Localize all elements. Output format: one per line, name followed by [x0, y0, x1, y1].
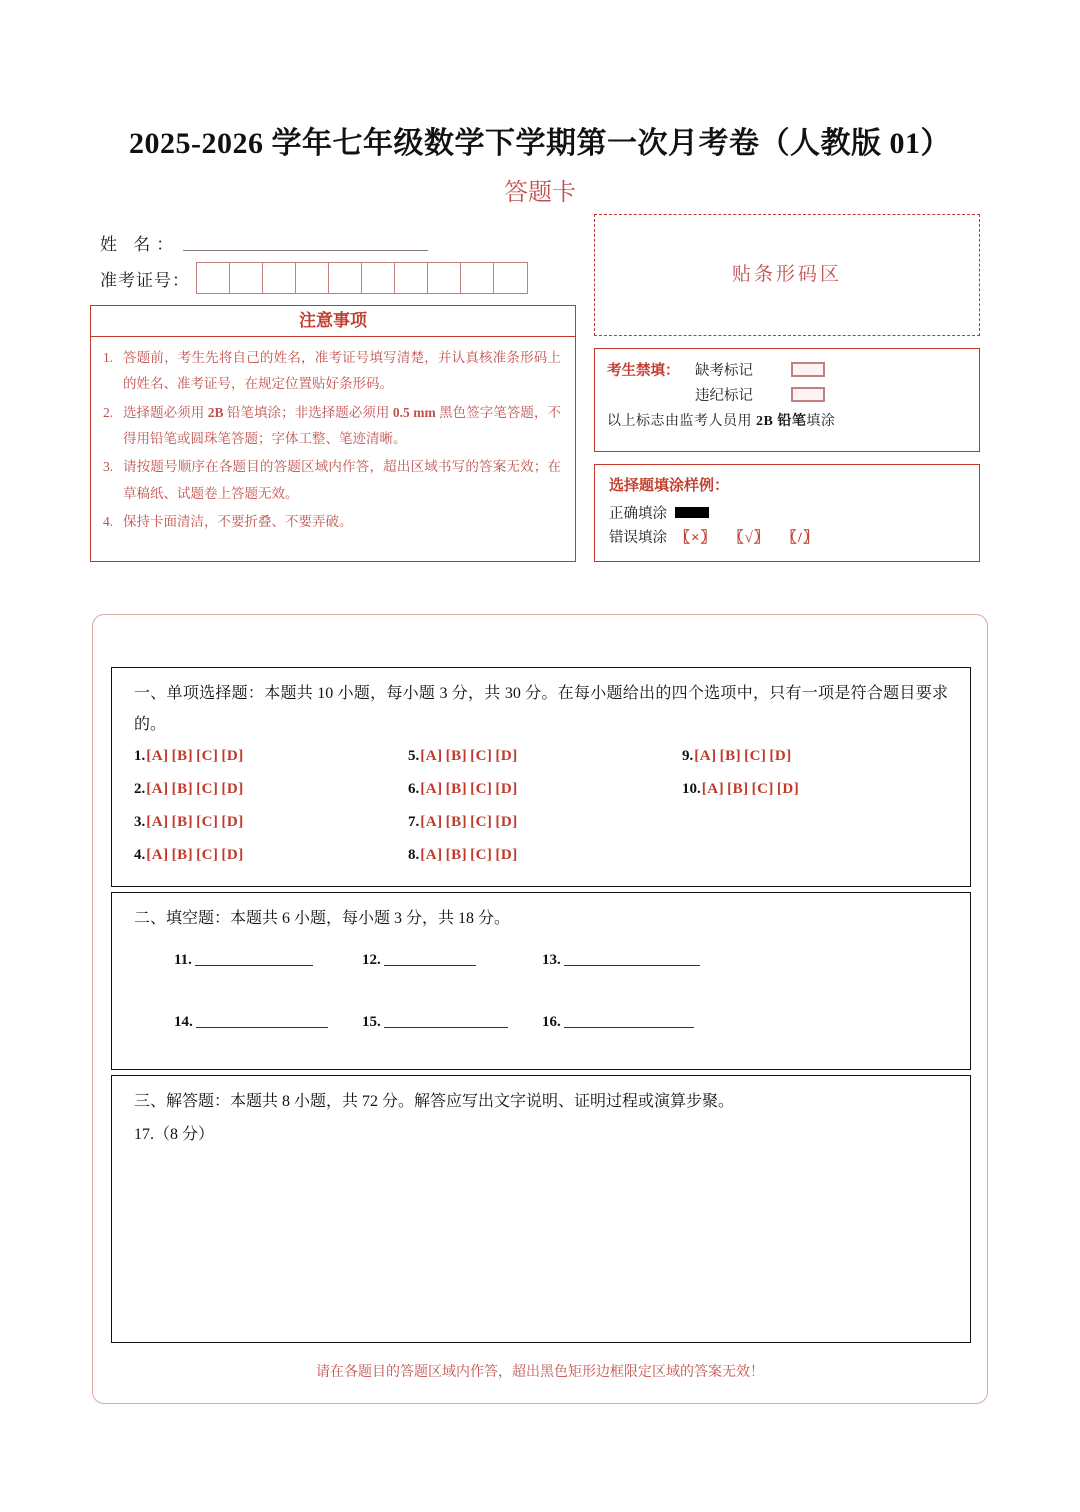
section-multiple-choice [111, 667, 971, 887]
choice-option-bubble[interactable]: [A] [420, 847, 443, 864]
choice-option-bubble[interactable]: [D] [495, 814, 518, 831]
blank-question-number: 13. [542, 952, 561, 969]
footer-warning: 请在各题目的答题区域内作答，超出黑色矩形边框限定区域的答案无效！ [316, 1365, 764, 1380]
notice-item-number: 2. [103, 404, 114, 420]
proctor-marks-title: 考生禁填： [607, 363, 680, 379]
choice-option-bubble[interactable]: [C] [196, 814, 219, 831]
choice-option-bubble[interactable]: [B] [171, 781, 194, 798]
choice-question-row[interactable] [134, 847, 247, 880]
choice-option-bubble[interactable]: [B] [445, 814, 468, 831]
choice-option-bubble[interactable]: [A] [146, 748, 169, 765]
exam-id-label: 准考证号： [100, 270, 190, 290]
choice-option-bubble[interactable]: [B] [445, 847, 468, 864]
solve-question-17: 17.（8 分） [134, 1126, 215, 1144]
choice-option-bubble[interactable]: [A] [420, 748, 443, 765]
choice-options[interactable] [146, 781, 246, 798]
choice-question-row[interactable] [682, 781, 802, 814]
exam-id-box[interactable] [263, 263, 296, 293]
choice-option-bubble[interactable]: [D] [495, 781, 518, 798]
blank-answer-line[interactable] [564, 1027, 694, 1029]
notice-item-number: 4. [103, 513, 114, 529]
choice-question-row[interactable] [408, 847, 521, 880]
choice-option-bubble[interactable]: [B] [719, 748, 742, 765]
choice-option-bubble[interactable]: [B] [171, 814, 194, 831]
choice-options[interactable] [420, 847, 520, 864]
choice-question-row[interactable] [408, 814, 521, 847]
wrong-fill-mark: 〖×〗 [675, 529, 717, 546]
barcode-label: 贴条形码区 [731, 264, 842, 285]
choice-option-bubble[interactable]: [D] [769, 748, 792, 765]
choice-options[interactable] [420, 814, 520, 831]
correct-fill-row [609, 500, 979, 524]
name-label: 姓 名： [100, 235, 180, 254]
notice-item [103, 454, 561, 507]
absent-mark-row [607, 357, 979, 382]
choice-option-bubble[interactable]: [B] [171, 847, 194, 864]
blank-answer-item[interactable] [174, 1014, 328, 1031]
blank-answer-item[interactable] [174, 952, 313, 969]
choice-question-number: 7. [408, 814, 420, 831]
choice-options[interactable] [420, 748, 520, 765]
choice-option-bubble[interactable]: [D] [221, 748, 244, 765]
choice-heading: 一、单项选择题：本题共 10 小题，每小题 3 分，共 30 分。在每小题给出的四个选项中，只有一项是符合题目要求的。 [134, 685, 948, 734]
exam-id-box[interactable] [395, 263, 428, 293]
barcode-area [594, 214, 980, 336]
wrong-fill-mark: 〖/〗 [781, 529, 819, 546]
choice-question-number: 8. [408, 847, 420, 864]
choice-option-bubble[interactable]: [A] [701, 781, 725, 798]
blank-question-number: 12. [362, 952, 381, 969]
choice-option-bubble[interactable]: [C] [470, 781, 493, 798]
blank-answer-item[interactable] [542, 1014, 694, 1031]
choice-column [134, 748, 247, 880]
blank-answer-line[interactable] [384, 965, 476, 967]
choice-option-bubble[interactable]: [C] [196, 781, 219, 798]
choice-column [408, 748, 521, 880]
blank-question-number: 16. [542, 1014, 561, 1031]
wrong-fill-label: 错误填涂 [609, 529, 667, 546]
blank-answer-item[interactable] [362, 952, 476, 969]
name-input-line[interactable] [183, 250, 428, 251]
choice-option-bubble[interactable]: [A] [420, 781, 443, 798]
choice-options[interactable] [694, 748, 794, 765]
choice-option-bubble[interactable]: [D] [495, 748, 518, 765]
wrong-fill-mark: 〖√〗 [728, 529, 770, 546]
choice-question-number: 1. [134, 748, 146, 765]
choice-question-row[interactable] [408, 748, 521, 781]
exam-id-box[interactable] [461, 263, 494, 293]
choice-question-row[interactable] [134, 781, 247, 814]
blank-question-number: 15. [362, 1014, 381, 1031]
choice-question-number: 10. [682, 781, 701, 798]
proctor-marks-footnote: 以上标志由监考人员用 2B 铅笔填涂 [607, 414, 836, 429]
choice-question-number: 4. [134, 847, 146, 864]
name-field-row [100, 230, 428, 255]
fill-sample-box [594, 464, 980, 562]
section-fill-in-blank [111, 892, 971, 1070]
notice-item-text: 选择题必须用 2B 铅笔填涂；非选择题必须用 0.5 mm 黑色签字笔答题，不得用铅笔或圆珠笔答题；字体工整、笔迹清晰。 [123, 404, 562, 446]
choice-question-row[interactable] [134, 814, 247, 847]
notice-item [103, 400, 561, 453]
choice-options[interactable] [146, 814, 246, 831]
notice-item [103, 345, 561, 398]
choice-question-number: 5. [408, 748, 420, 765]
choice-option-bubble[interactable]: [A] [146, 814, 169, 831]
answer-panel [92, 614, 988, 1404]
absent-mark-checkbox[interactable] [791, 362, 825, 377]
exam-id-boxes[interactable] [196, 262, 528, 294]
correct-fill-label: 正确填涂 [609, 505, 667, 522]
choice-question-number: 6. [408, 781, 420, 798]
choice-question-row[interactable] [134, 748, 247, 781]
choice-option-bubble[interactable]: [C] [470, 847, 493, 864]
choice-options[interactable] [146, 847, 246, 864]
choice-option-bubble[interactable]: [A] [694, 748, 717, 765]
choice-question-number: 2. [134, 781, 146, 798]
choice-option-bubble[interactable]: [D] [221, 847, 244, 864]
choice-option-bubble[interactable]: [B] [445, 781, 468, 798]
page-subtitle: 答题卡 [504, 180, 576, 206]
choice-option-bubble[interactable]: [D] [221, 814, 244, 831]
fill-sample-title: 选择题填涂样例： [609, 478, 730, 494]
choice-options[interactable] [146, 748, 246, 765]
blank-answer-line[interactable] [564, 965, 700, 967]
notice-box [90, 305, 576, 562]
blank-question-number: 14. [174, 1014, 193, 1031]
choice-question-row[interactable] [408, 781, 521, 814]
exam-id-box[interactable] [197, 263, 230, 293]
choice-option-bubble[interactable]: [B] [445, 748, 468, 765]
choice-question-number: 3. [134, 814, 146, 831]
choice-option-bubble[interactable]: [C] [751, 781, 774, 798]
solve-heading: 三、解答题：本题共 8 小题，共 72 分。解答应写出文字说明、证明过程或演算步聚。 [134, 1093, 735, 1110]
notice-item [103, 509, 561, 535]
correct-fill-swatch [675, 507, 709, 518]
blank-answer-item[interactable] [362, 1014, 508, 1031]
choice-option-bubble[interactable]: [C] [196, 748, 219, 765]
exam-id-box[interactable] [362, 263, 395, 293]
exam-id-box[interactable] [296, 263, 329, 293]
violation-mark-row [607, 382, 979, 407]
notice-title: 注意事项 [91, 306, 575, 337]
exam-id-row [100, 262, 528, 294]
exam-id-box[interactable] [230, 263, 263, 293]
violation-mark-label: 违纪标记 [695, 388, 753, 404]
blank-answer-item[interactable] [542, 952, 700, 969]
exam-id-box[interactable] [329, 263, 362, 293]
proctor-marks-box [594, 348, 980, 452]
wrong-fill-marks [675, 526, 819, 547]
exam-id-box[interactable] [494, 263, 527, 293]
choice-option-bubble[interactable]: [A] [146, 847, 169, 864]
blank-question-number: 11. [174, 952, 192, 969]
notice-item-text: 答题前，考生先将自己的姓名，准考证号填写清楚，并认真核准条形码上的姓名、准考证号，在规定位置贴好条形码。 [123, 350, 561, 392]
violation-mark-checkbox[interactable] [791, 387, 825, 402]
blank-answer-line[interactable] [384, 1027, 508, 1029]
choice-option-bubble[interactable]: [D] [776, 781, 800, 798]
choice-option-bubble[interactable]: [C] [196, 847, 219, 864]
choice-option-bubble[interactable]: [C] [744, 748, 767, 765]
choice-question-row[interactable] [682, 748, 802, 781]
choice-option-bubble[interactable]: [D] [221, 781, 244, 798]
choice-options[interactable] [702, 781, 802, 798]
section-solution [111, 1075, 971, 1343]
choice-option-bubble[interactable]: [A] [146, 781, 169, 798]
exam-id-box[interactable] [428, 263, 461, 293]
choice-question-number: 9. [682, 748, 694, 765]
blank-answer-line[interactable] [196, 1027, 328, 1029]
notice-list [91, 337, 575, 535]
choice-option-bubble[interactable]: [A] [420, 814, 443, 831]
wrong-fill-row [609, 524, 979, 548]
choice-option-bubble[interactable]: [D] [495, 847, 518, 864]
choice-options[interactable] [420, 781, 520, 798]
page-title: 2025-2026 学年七年级数学下学期第一次月考卷（人教版 01） [129, 127, 951, 160]
notice-item-number: 1. [103, 350, 114, 365]
notice-item-text: 保持卡面清洁，不要折叠、不要弄破。 [123, 513, 353, 529]
blank-heading: 二、填空题：本题共 6 小题，每小题 3 分，共 18 分。 [134, 910, 511, 927]
notice-item-number: 3. [103, 459, 114, 475]
choice-option-bubble[interactable]: [B] [727, 781, 749, 798]
blank-answer-line[interactable] [195, 965, 313, 967]
choice-option-bubble[interactable]: [C] [470, 814, 493, 831]
choice-column [682, 748, 802, 814]
absent-mark-label: 缺考标记 [695, 363, 753, 379]
notice-item-text: 请按题号顺序在各题目的答题区域内作答，超出区域书写的答案无效；在草稿纸、试题卷上答题无效。 [123, 459, 561, 501]
choice-option-bubble[interactable]: [B] [171, 748, 194, 765]
choice-option-bubble[interactable]: [C] [470, 748, 493, 765]
